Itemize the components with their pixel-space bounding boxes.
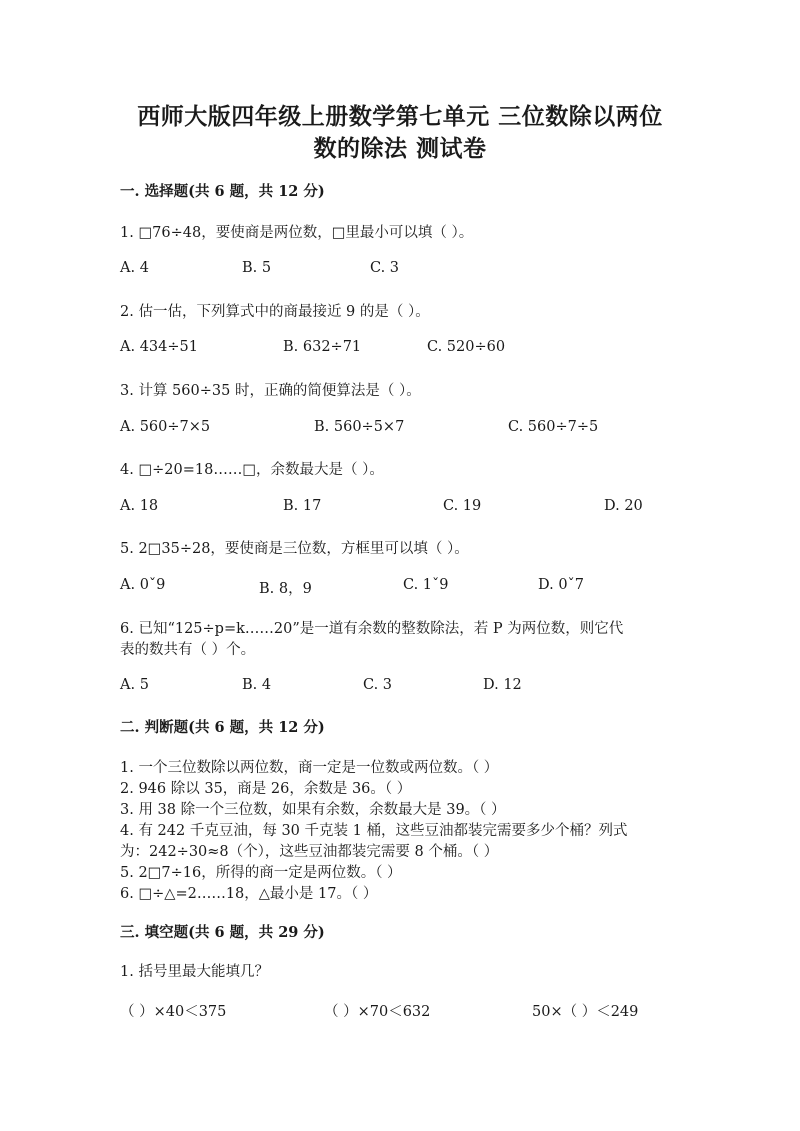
question-1: 1. □76÷48，要使商是两位数，□里最小可以填（ ）。	[120, 225, 474, 241]
question-2-option-c: C. 520÷60	[427, 339, 506, 355]
section-heading-choice: 一. 选择题(共 6 题，共 12 分)	[120, 183, 325, 200]
judgement-item-4-continued: 为：242÷30≈8（个），这些豆油都装完需要 8 个桶。（ ）	[120, 844, 499, 860]
question-2: 2. 估一估，下列算式中的商最接近 9 的是（ ）。	[120, 304, 430, 320]
question-6-option-c: C. 3	[363, 677, 393, 693]
fill-blank-2: （ ）×70＜632	[324, 1004, 431, 1020]
question-5-option-a: A. 0ˇ9	[120, 577, 166, 593]
question-5: 5. 2□35÷28，要使商是三位数，方框里可以填（ ）。	[120, 541, 469, 557]
question-3-option-a: A. 560÷7×5	[120, 419, 211, 435]
judgement-item-3: 3. 用 38 除一个三位数，如果有余数，余数最大是 39。（ ）	[120, 802, 506, 818]
page-title-line-2: 数的除法 测试卷	[313, 135, 487, 162]
question-5-option-d: D. 0ˇ7	[538, 577, 585, 593]
question-1-option-c: C. 3	[370, 260, 400, 276]
question-4-option-d: D. 20	[604, 498, 643, 514]
question-6-option-a: A. 5	[120, 677, 149, 693]
question-4-option-a: A. 18	[120, 498, 159, 514]
section-heading-judgement: 二. 判断题(共 6 题，共 12 分)	[120, 719, 325, 736]
judgement-item-5: 5. 2□7÷16，所得的商一定是两位数。（ ）	[120, 865, 402, 881]
judgement-item-4: 4. 有 242 千克豆油，每 30 千克装 1 桶，这些豆油都装完需要多少个桶？列式	[120, 823, 628, 839]
question-1-option-b: B. 5	[242, 260, 272, 276]
judgement-item-6: 6. □÷△=2……18，△最小是 17。（ ）	[120, 886, 378, 902]
question-4: 4. □÷20=18……□，余数最大是（ ）。	[120, 462, 384, 478]
question-2-option-a: A. 434÷51	[120, 339, 198, 355]
question-6-option-b: B. 4	[242, 677, 272, 693]
question-1-option-a: A. 4	[120, 260, 149, 276]
question-3: 3. 计算 560÷35 时，正确的简便算法是（ ）。	[120, 383, 421, 399]
page-title-line-1: 西师大版四年级上册数学第七单元 三位数除以两位	[137, 103, 663, 130]
question-3-option-c: C. 560÷7÷5	[508, 419, 599, 435]
fill-blank-3: 50×（ ）＜249	[532, 1004, 639, 1020]
question-3-option-b: B. 560÷5×7	[314, 419, 405, 435]
fill-blank-1: （ ）×40＜375	[120, 1004, 227, 1020]
question-2-option-b: B. 632÷71	[283, 339, 362, 355]
question-4-option-c: C. 19	[443, 498, 482, 514]
question-5-option-c: C. 1ˇ9	[403, 577, 449, 593]
judgement-item-1: 1. 一个三位数除以两位数，商一定是一位数或两位数。（ ）	[120, 760, 499, 776]
question-6: 6. 已知“125÷p=k……20”是一道有余数的整数除法，若 P 为两位数，则它代	[120, 621, 624, 637]
question-6-continued: 表的数共有（ ）个。	[120, 642, 256, 658]
fill-question-1: 1. 括号里最大能填几？	[120, 964, 269, 980]
question-6-option-d: D. 12	[483, 677, 522, 693]
section-heading-fill-blank: 三. 填空题(共 6 题，共 29 分)	[120, 924, 325, 941]
question-5-option-b: B. 8，9	[259, 581, 312, 597]
question-4-option-b: B. 17	[283, 498, 322, 514]
judgement-item-2: 2. 946 除以 35，商是 26，余数是 36。（ ）	[120, 781, 412, 797]
